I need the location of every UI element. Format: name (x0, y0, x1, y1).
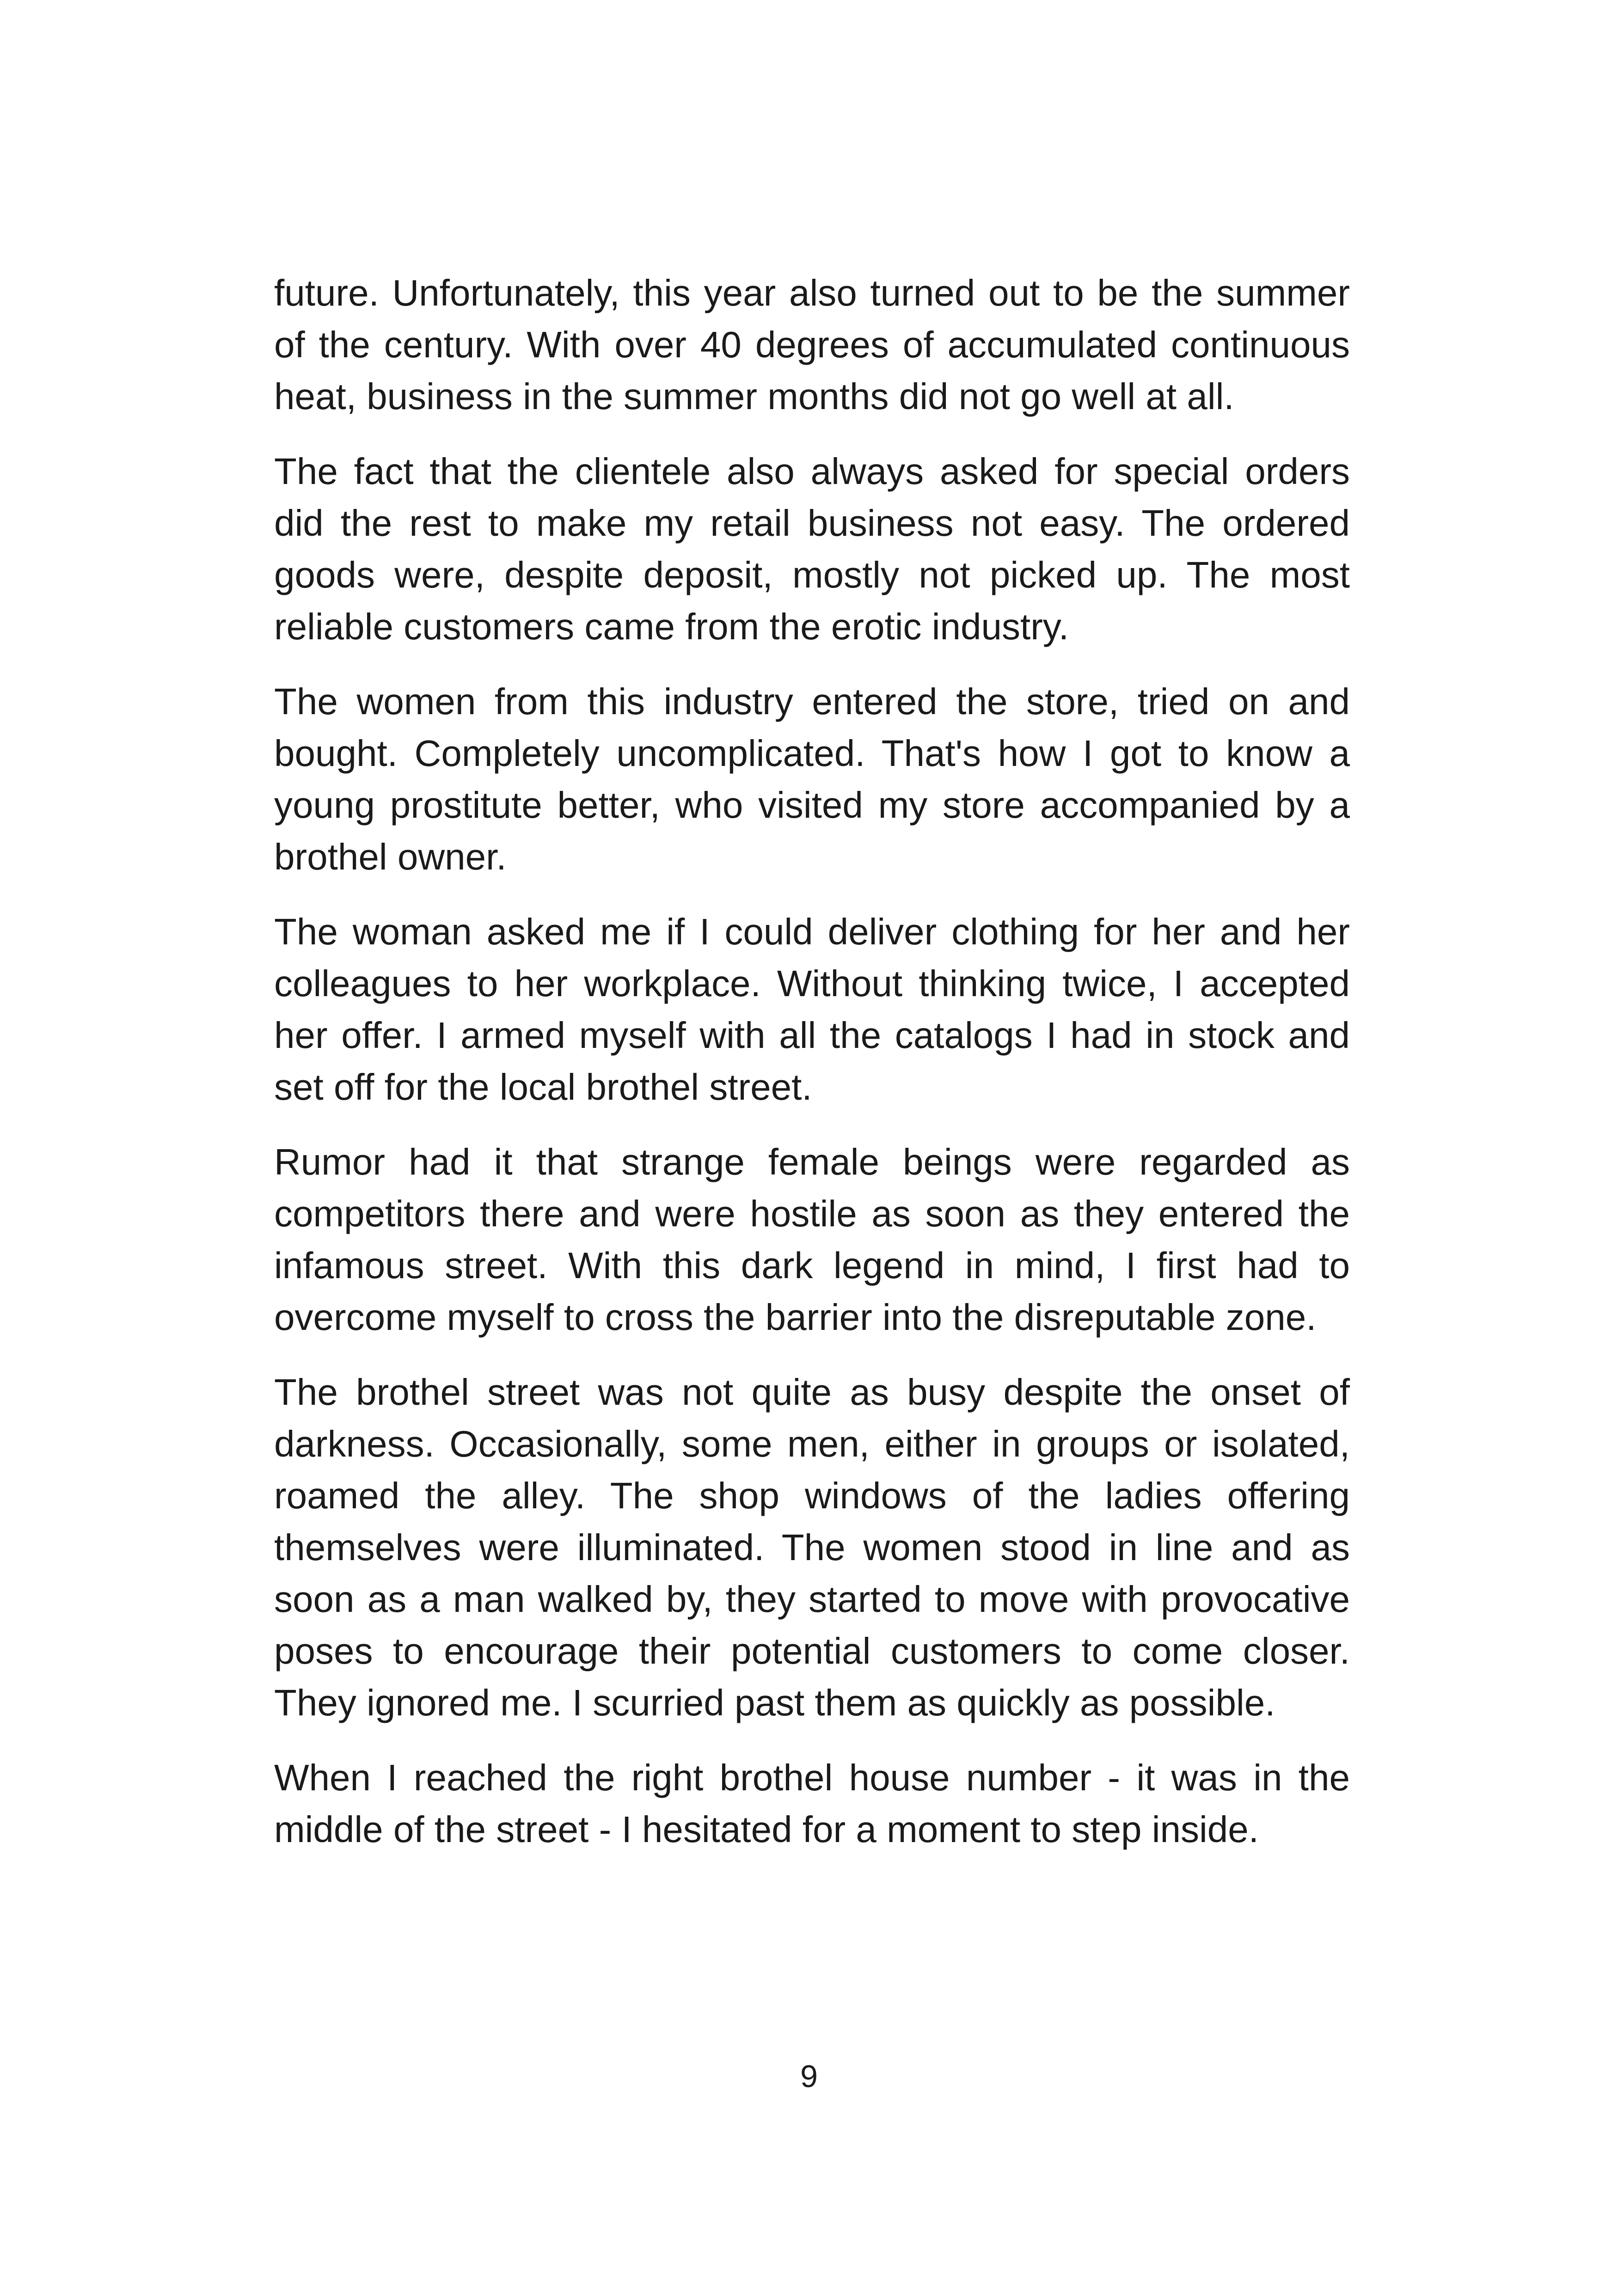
paragraph: When I reached the right brothel house number - it was in the middle of the street - I hesitated for a moment to step inside. (274, 1757, 1350, 1850)
paragraph: The fact that the clientele also always asked for special orders did the rest to make my retail business not easy. The ordered goods were, despite deposit, mostly not picked up. The most reliable customers came from the erotic industry. (274, 451, 1350, 647)
body-text (274, 267, 1350, 1879)
paragraph: The woman asked me if I could deliver clothing for her and her colleagues to her workplace. Without thinking twice, I accepted her offer. I armed myself with all the catalogs I had in stock and set off for the local brothel street. (274, 911, 1350, 1108)
page-number: 9 (800, 2059, 818, 2094)
paragraph: The brothel street was not quite as busy despite the onset of darkness. Occasionally, some men, either in groups or isolated, roamed the alley. The shop windows of the ladies offering themselves were illuminated. The women stood in line and as soon as a man walked by, they started to move with provocative poses to encourage their potential customers to come closer. They ignored me. I scurried past them as quickly as possible. (274, 1371, 1350, 1723)
paragraph: The women from this industry entered the store, tried on and bought. Completely uncomplicated. That's how I got to know a young prostitute better, who visited my store accompanied by a brothel owner. (274, 681, 1350, 877)
paragraph: Rumor had it that strange female beings were regarded as competitors there and were hostile as soon as they entered the infamous street. With this dark legend in mind, I first had to overcome myself to cross the barrier into the disreputable zone. (274, 1141, 1350, 1338)
paragraph: future. Unfortunately, this year also turned out to be the summer of the century. With over 40 degrees of accumulated continuous heat, business in the summer months did not go well at all. (274, 272, 1350, 417)
